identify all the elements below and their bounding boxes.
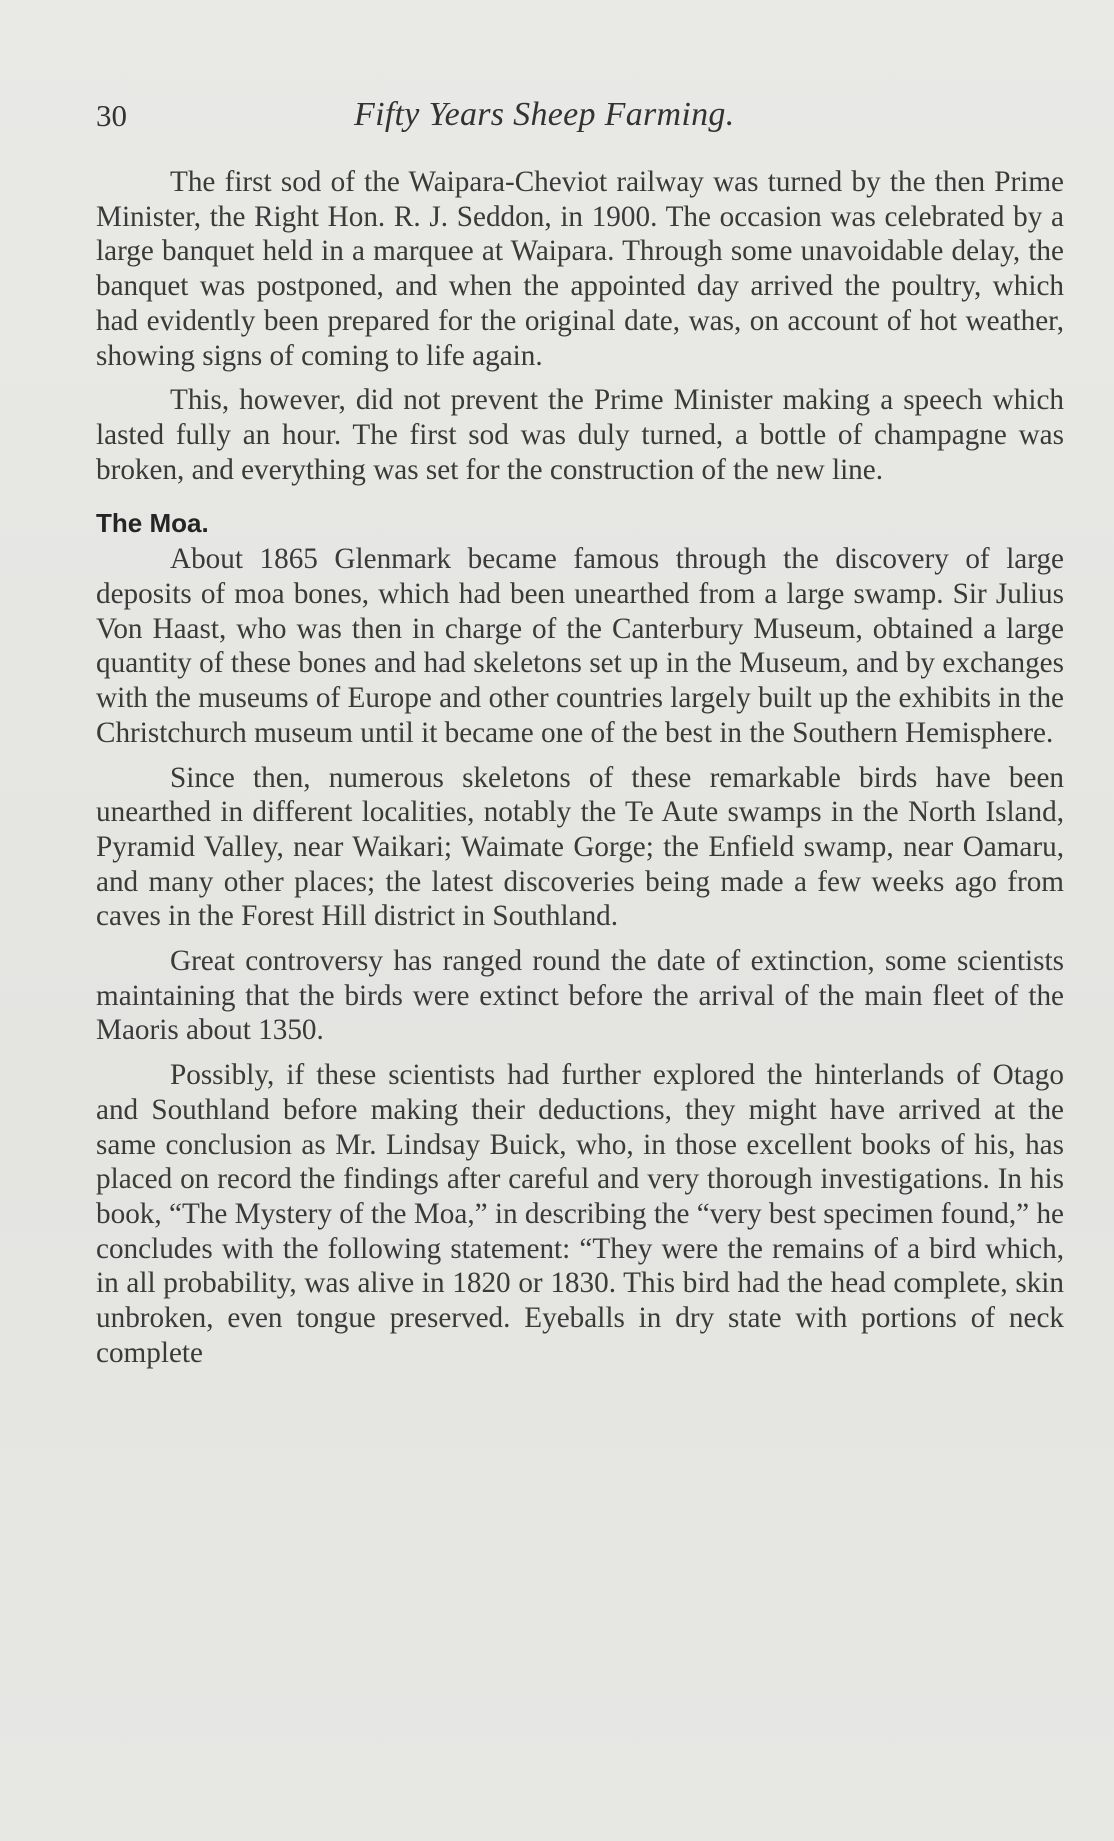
paragraph-glenmark-moa-bones: About 1865 Glenmark became famous through the discovery of large deposits of moa bones, which had been unearthed from a large swamp. Sir Julius Von Haast, who was then in charge of the Canterbury Museum, obtained a large quantity of these bones and had skeletons set up in the Museum, and by exchanges with the museums of Europe and other countries largely built up the exhibits in the Christchurch museum until it became one of the best in the Southern Hemisphere. <box>96 543 1064 749</box>
paragraph-extinction-controversy: Great controversy has ranged round the date of extinction, some scientists maintaining that the birds were extinct before the arrival of the main fleet of the Maoris about 1350. <box>96 945 1064 1047</box>
paragraph-prime-minister-speech: This, however, did not prevent the Prime Minister making a speech which lasted fully an hour. The first sod was duly turned, a bottle of champagne was broken, and everything was set for the construction of the new line. <box>96 384 1064 486</box>
page-body <box>96 165 1064 1371</box>
section-heading-moa: The Moa. <box>96 508 209 539</box>
paragraph-skeleton-localities: Since then, numerous skeletons of these remarkable birds have been unearthed in different localities, notably the Te Aute swamps in the North Island, Pyramid Valley, near Waikari; Waimate Gorge; the Enfield swamp, near Oamaru, and many other places; the latest discoveries being made a few weeks ago from caves in the Forest Hill district in Southland. <box>96 761 1064 933</box>
paragraph-railway-sod: The first sod of the Waipara-Cheviot railway was turned by the then Prime Minister, the Right Hon. R. J. Seddon, in 1900. The occasion was celebrated by a large banquet held in a marquee at Waipara. Through some unavoidable delay, the banquet was postponed, and when the appointed day arrived the poultry, which had evidently been prepared for the original date, was, on account of hot weather, showing signs of coming to life again. <box>96 166 1064 372</box>
paragraph-lindsay-buick: Possibly, if these scientists had further explored the hinterlands of Otago and Southland before making their deductions, they might have arrived at the same conclusion as Mr. Lindsay Buick, who, in those excellent books of his, has placed on record the findings after careful and very thorough investigations. In his book, “The Mystery of the Moa,” in describing the “very best specimen found,” he concludes with the following statement: “They were the remains of a bird which, in all probability, was alive in 1820 or 1830. This bird had the head complete, skin unbroken, even tongue preserved. Eyeballs in dry state with portions of neck complete <box>96 1059 1064 1369</box>
page-number: 30 <box>96 98 127 133</box>
page-header <box>96 92 1066 142</box>
running-title: Fifty Years Sheep Farming. <box>354 96 735 133</box>
